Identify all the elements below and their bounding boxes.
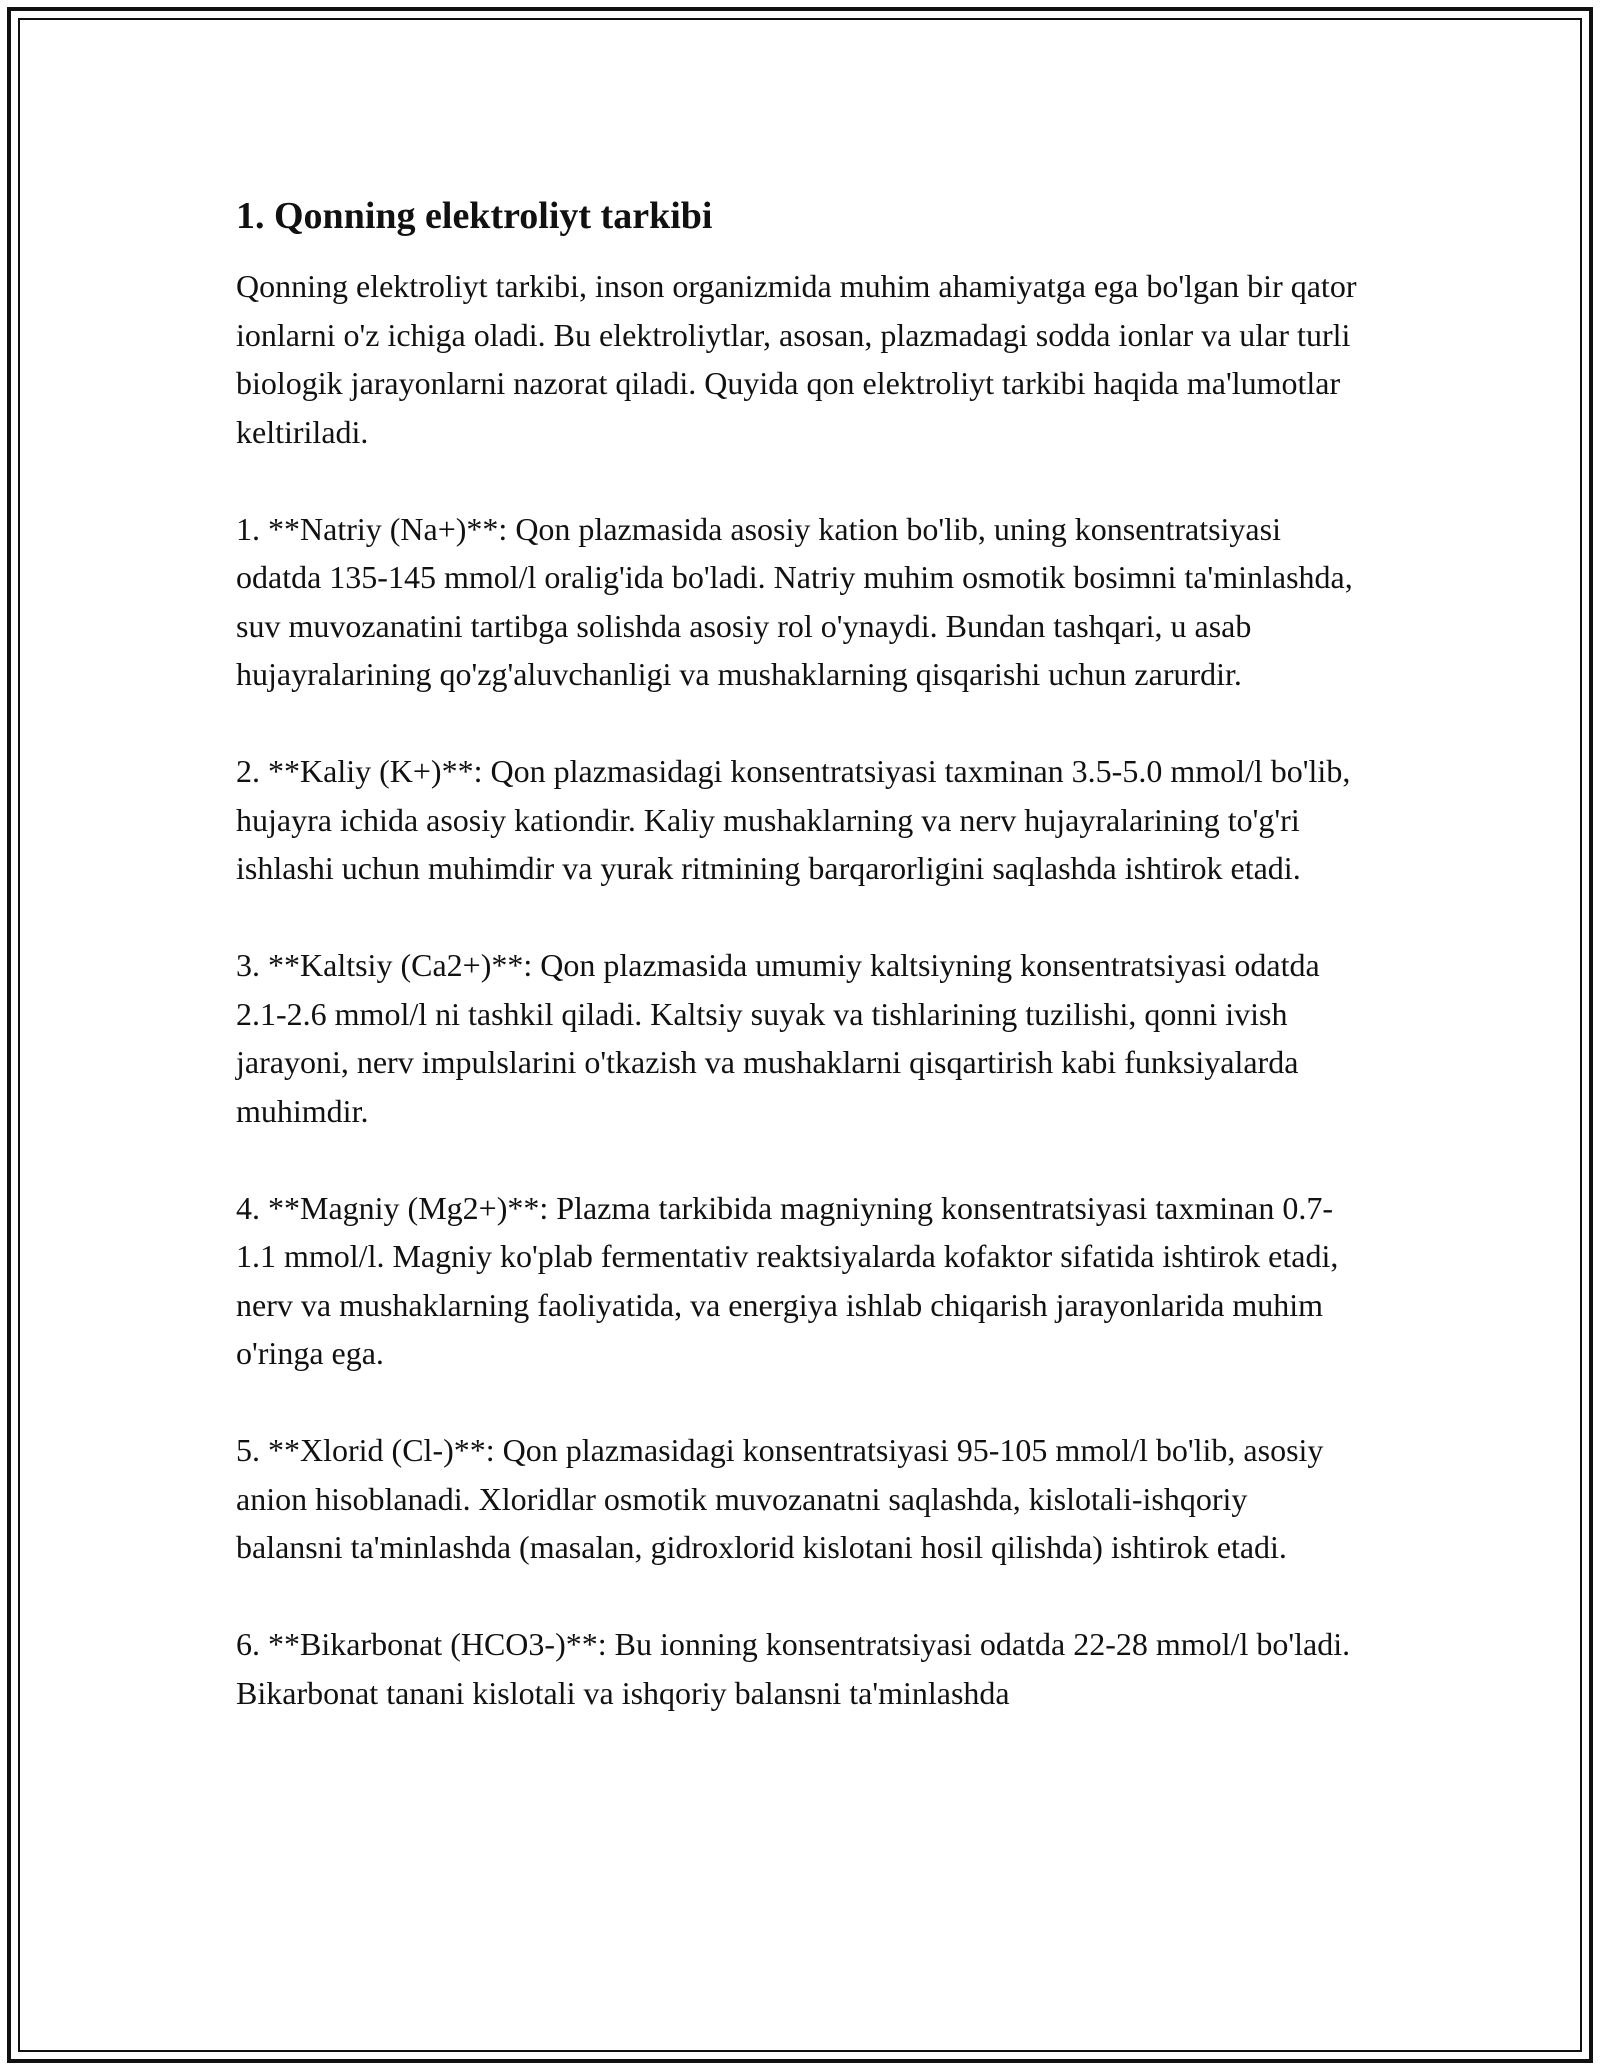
paragraph-xlorid: 5. **Xlorid (Cl-)**: Qon plazmasidagi konsentratsiyasi 95-105 mmol/l bo'lib, asosiy anion hisoblanadi. Xloridlar osmotik muvozanatni saqlashda, kislotali-ishqoriy balansni ta'minlashda (masalan, gidroxlorid kislotani hosil qilishda) ishtirok etadi. — [236, 1432, 1324, 1565]
document-body — [236, 188, 1360, 1717]
paragraph-bikarbonat: 6. **Bikarbonat (HCO3-)**: Bu ionning konsentratsiyasi odatda 22-28 mmol/l bo'ladi. Bikarbonat tanani kislotali va ishqoriy balansni ta'minlashda — [236, 1626, 1351, 1711]
paragraph-kaliy: 2. **Kaliy (K+)**: Qon plazmasidagi konsentratsiyasi taxminan 3.5-5.0 mmol/l bo'lib, hujayra ichida asosiy kationdir. Kaliy mushaklarning va nerv hujayralarining to'g'ri ishlashi uchun muhimdir va yurak ritmining barqarorligini saqlashda ishtirok etadi. — [236, 753, 1351, 886]
section-title: 1. Qonning elektroliyt tarkibi — [236, 195, 713, 237]
paragraph-magniy: 4. **Magniy (Mg2+)**: Plazma tarkibida magniyning konsentratsiyasi taxminan 0.7-1.1 mmol/l. Magniy ko'plab fermentativ reaktsiyalarda kofaktor sifatida ishtirok etadi, nerv va mushaklarning faoliyatida, va energiya ishlab chiqarish jarayonlarida muhim o'ringa ega. — [236, 1189, 1339, 1371]
intro-paragraph: Qonning elektroliyt tarkibi, inson organizmida muhim ahamiyatga ega bo'lgan bir qator ionlarni o'z ichiga oladi. Bu elektroliytlar, asosan, plazmadagi sodda ionlar va ular turli biologik jarayonlarni nazorat qiladi. Quyida qon elektroliyt tarkibi haqida ma'lumotlar keltiriladi. — [236, 268, 1357, 450]
paragraph-natriy: 1. **Natriy (Na+)**: Qon plazmasida asosiy kation bo'lib, uning konsentratsiyasi odatda 135-145 mmol/l oralig'ida bo'ladi. Natriy muhim osmotik bosimni ta'minlashda, suv muvozanatini tartibga solishda asosiy rol o'ynaydi. Bundan tashqari, u asab hujayralarining qo'zg'aluvchanligi va mushaklarning qisqarishi uchun zarurdir. — [236, 510, 1353, 692]
paragraph-kaltsiy: 3. **Kaltsiy (Ca2+)**: Qon plazmasida umumiy kaltsiyning konsentratsiyasi odatda 2.1-2.6 mmol/l ni tashkil qiladi. Kaltsiy suyak va tishlarining tuzilishi, qonni ivish jarayoni, nerv impulslarini o'tkazish va mushaklarni qisqartirish kabi funksiyalarda muhimdir. — [236, 947, 1320, 1129]
